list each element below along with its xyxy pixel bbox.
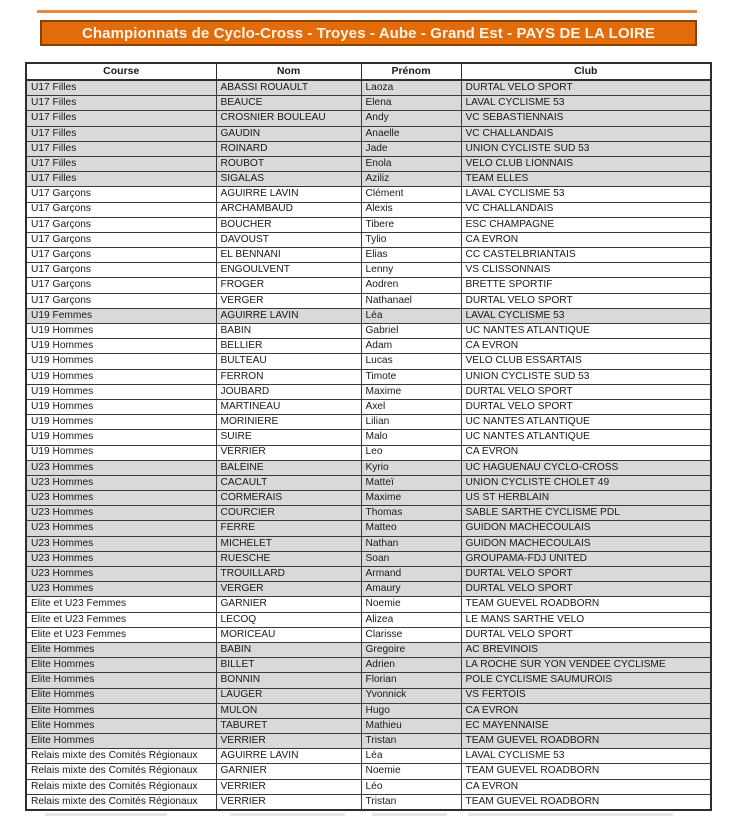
table-row — [26, 627, 711, 642]
cell-nom: ENGOULVENT — [216, 263, 361, 278]
cell-nom: BULTEAU — [216, 354, 361, 369]
cell-prenom: Alizea — [361, 612, 461, 627]
cell-course: U17 Filles — [26, 141, 216, 156]
cell-prenom: Léa — [361, 308, 461, 323]
cell-course: U17 Filles — [26, 156, 216, 171]
cell-prenom: Maxime — [361, 491, 461, 506]
cell-prenom: Armand — [361, 567, 461, 582]
column-header-nom: Nom — [216, 63, 361, 80]
cell-club: LAVAL CYCLISME 53 — [461, 308, 711, 323]
table-row — [26, 232, 711, 247]
cell-course: U19 Hommes — [26, 445, 216, 460]
cell-prenom: Noemie — [361, 597, 461, 612]
cell-club: UNION CYCLISTE CHOLET 49 — [461, 475, 711, 490]
cell-nom: BILLET — [216, 658, 361, 673]
cell-prenom: Gabriel — [361, 324, 461, 339]
cell-nom: LECOQ — [216, 612, 361, 627]
cell-nom: AGUIRRE LAVIN — [216, 308, 361, 323]
cell-club: BRETTE SPORTIF — [461, 278, 711, 293]
cell-course: U19 Hommes — [26, 384, 216, 399]
table-row — [26, 126, 711, 141]
cell-course: Elite Hommes — [26, 642, 216, 657]
cell-course: U17 Garçons — [26, 263, 216, 278]
cell-club: DURTAL VELO SPORT — [461, 582, 711, 597]
table-row — [26, 506, 711, 521]
column-header-course: Course — [26, 63, 216, 80]
cell-nom: FROGER — [216, 278, 361, 293]
cell-prenom: Léo — [361, 779, 461, 794]
table-row — [26, 703, 711, 718]
table-row — [26, 156, 711, 171]
cell-course: U19 Hommes — [26, 339, 216, 354]
cell-club: UC NANTES ATLANTIQUE — [461, 430, 711, 445]
cell-club: LE MANS SARTHE VELO — [461, 612, 711, 627]
header-row — [26, 63, 711, 80]
table-row — [26, 339, 711, 354]
cell-club: TEAM GUEVEL ROADBORN — [461, 734, 711, 749]
cell-nom: DAVOUST — [216, 232, 361, 247]
cell-prenom: Yvonnick — [361, 688, 461, 703]
cell-course: U17 Filles — [26, 172, 216, 187]
cell-club: VC SEBASTIENNAIS — [461, 111, 711, 126]
cell-course: U23 Hommes — [26, 506, 216, 521]
column-header-club: Club — [461, 63, 711, 80]
cell-club: VS FERTOIS — [461, 688, 711, 703]
cell-prenom: Aziliz — [361, 172, 461, 187]
cell-prenom: Gregoire — [361, 642, 461, 657]
cell-club: UNION CYCLISTE SUD 53 — [461, 141, 711, 156]
cell-club: CC CASTELBRIANTAIS — [461, 248, 711, 263]
table-row — [26, 491, 711, 506]
cell-prenom: Adam — [361, 339, 461, 354]
cell-course: U23 Hommes — [26, 582, 216, 597]
cell-prenom: Clarisse — [361, 627, 461, 642]
table-row — [26, 293, 711, 308]
cell-course: Elite Hommes — [26, 658, 216, 673]
cell-course: Elite Hommes — [26, 734, 216, 749]
table-row — [26, 475, 711, 490]
cell-club: UC HAGUENAU CYCLO-CROSS — [461, 460, 711, 475]
cell-course: Elite Hommes — [26, 673, 216, 688]
cell-course: U17 Filles — [26, 111, 216, 126]
cell-course: U23 Hommes — [26, 551, 216, 566]
table-row — [26, 263, 711, 278]
cell-club: VC CHALLANDAIS — [461, 202, 711, 217]
cell-nom: TABURET — [216, 718, 361, 733]
cell-club: VS CLISSONNAIS — [461, 263, 711, 278]
cell-course: Relais mixte des Comités Régionaux — [26, 749, 216, 764]
table-row — [26, 80, 711, 96]
cell-course: U19 Hommes — [26, 399, 216, 414]
cell-prenom: Laoza — [361, 80, 461, 96]
cell-nom: BEAUCE — [216, 96, 361, 111]
cell-course: U19 Hommes — [26, 354, 216, 369]
cell-club: GUIDON MACHECOULAIS — [461, 521, 711, 536]
cell-prenom: Malo — [361, 430, 461, 445]
cell-prenom: Nathan — [361, 536, 461, 551]
cell-prenom: Elias — [361, 248, 461, 263]
artifact-mark — [372, 813, 447, 816]
table-row — [26, 688, 711, 703]
cell-course: U19 Hommes — [26, 415, 216, 430]
table-row — [26, 612, 711, 627]
cell-course: U17 Filles — [26, 126, 216, 141]
cell-course: U23 Hommes — [26, 491, 216, 506]
cell-prenom: Tristan — [361, 734, 461, 749]
table-row — [26, 582, 711, 597]
cell-course: Relais mixte des Comités Régionaux — [26, 794, 216, 810]
cell-course: U17 Garçons — [26, 248, 216, 263]
cell-course: U19 Femmes — [26, 308, 216, 323]
table-row — [26, 141, 711, 156]
table-row — [26, 308, 711, 323]
table-row — [26, 536, 711, 551]
startlist-table — [25, 62, 712, 811]
cell-course: Elite et U23 Femmes — [26, 627, 216, 642]
cell-prenom: Soan — [361, 551, 461, 566]
cell-club: VC CHALLANDAIS — [461, 126, 711, 141]
column-header-prenom: Prénom — [361, 63, 461, 80]
cell-prenom: Mathieu — [361, 718, 461, 733]
cell-nom: MARTINEAU — [216, 399, 361, 414]
cell-club: UC NANTES ATLANTIQUE — [461, 324, 711, 339]
table-row — [26, 445, 711, 460]
table-row — [26, 111, 711, 126]
cell-prenom: Matteo — [361, 521, 461, 536]
cell-prenom: Matteï — [361, 475, 461, 490]
table-row — [26, 779, 711, 794]
table-row — [26, 187, 711, 202]
cell-nom: CORMERAIS — [216, 491, 361, 506]
cell-prenom: Florian — [361, 673, 461, 688]
cell-prenom: Thomas — [361, 506, 461, 521]
cell-nom: FERRON — [216, 369, 361, 384]
cell-course: Relais mixte des Comités Régionaux — [26, 779, 216, 794]
cell-prenom: Jade — [361, 141, 461, 156]
cell-nom: CROSNIER BOULEAU — [216, 111, 361, 126]
table-row — [26, 658, 711, 673]
cell-club: DURTAL VELO SPORT — [461, 293, 711, 308]
table-row — [26, 354, 711, 369]
cell-prenom: Alexis — [361, 202, 461, 217]
cell-club: VELO CLUB ESSARTAIS — [461, 354, 711, 369]
cell-club: CA EVRON — [461, 232, 711, 247]
table-row — [26, 369, 711, 384]
table-row — [26, 749, 711, 764]
cell-prenom: Tibere — [361, 217, 461, 232]
cell-club: ESC CHAMPAGNE — [461, 217, 711, 232]
cell-nom: EL BENNANI — [216, 248, 361, 263]
cell-club: LAVAL CYCLISME 53 — [461, 749, 711, 764]
cell-prenom: Tristan — [361, 794, 461, 810]
cell-club: TEAM GUEVEL ROADBORN — [461, 597, 711, 612]
cell-club: CA EVRON — [461, 703, 711, 718]
cell-nom: MICHELET — [216, 536, 361, 551]
cell-nom: BABIN — [216, 642, 361, 657]
cell-prenom: Lucas — [361, 354, 461, 369]
cell-prenom: Enola — [361, 156, 461, 171]
cell-club: CA EVRON — [461, 445, 711, 460]
cell-course: U19 Hommes — [26, 430, 216, 445]
cell-course: Elite Hommes — [26, 703, 216, 718]
cell-club: DURTAL VELO SPORT — [461, 80, 711, 96]
cell-nom: VERRIER — [216, 734, 361, 749]
cell-course: U17 Filles — [26, 96, 216, 111]
cell-nom: JOUBARD — [216, 384, 361, 399]
cell-nom: COURCIER — [216, 506, 361, 521]
cell-nom: TROUILLARD — [216, 567, 361, 582]
cell-nom: SUIRE — [216, 430, 361, 445]
cell-club: DURTAL VELO SPORT — [461, 399, 711, 414]
cell-prenom: Lilian — [361, 415, 461, 430]
cell-nom: VERRIER — [216, 779, 361, 794]
cell-nom: ABASSI ROUAULT — [216, 80, 361, 96]
cell-nom: ROUBOT — [216, 156, 361, 171]
cell-course: U17 Garçons — [26, 278, 216, 293]
cell-prenom: Leo — [361, 445, 461, 460]
table-row — [26, 764, 711, 779]
cell-course: U23 Hommes — [26, 460, 216, 475]
cell-nom: CACAULT — [216, 475, 361, 490]
table-row — [26, 521, 711, 536]
cell-nom: VERRIER — [216, 445, 361, 460]
table-row — [26, 642, 711, 657]
cell-nom: MULON — [216, 703, 361, 718]
cell-nom: GAUDIN — [216, 126, 361, 141]
table-row — [26, 673, 711, 688]
table-row — [26, 734, 711, 749]
cell-club: DURTAL VELO SPORT — [461, 384, 711, 399]
cell-nom: BOUCHER — [216, 217, 361, 232]
startlist-table-body — [26, 80, 711, 810]
cell-course: Elite et U23 Femmes — [26, 612, 216, 627]
cell-nom: LAUGER — [216, 688, 361, 703]
cell-prenom: Clément — [361, 187, 461, 202]
cell-club: TEAM GUEVEL ROADBORN — [461, 764, 711, 779]
cell-club: EC MAYENNAISE — [461, 718, 711, 733]
cell-nom: AGUIRRE LAVIN — [216, 187, 361, 202]
table-row — [26, 460, 711, 475]
cell-club: SABLE SARTHE CYCLISME PDL — [461, 506, 711, 521]
cell-prenom: Kyrio — [361, 460, 461, 475]
cell-club: US ST HERBLAIN — [461, 491, 711, 506]
cell-nom: BABIN — [216, 324, 361, 339]
cell-nom: MORICEAU — [216, 627, 361, 642]
page-title: Championnats de Cyclo-Cross - Troyes - Aube - Grand Est - PAYS DE LA LOIRE — [81, 24, 656, 42]
cell-prenom: Timote — [361, 369, 461, 384]
cell-prenom: Aodren — [361, 278, 461, 293]
cell-club: GROUPAMA-FDJ UNITED — [461, 551, 711, 566]
cell-nom: SIGALAS — [216, 172, 361, 187]
cell-nom: BALEINE — [216, 460, 361, 475]
cell-prenom: Hugo — [361, 703, 461, 718]
table-row — [26, 384, 711, 399]
cell-club: CA EVRON — [461, 339, 711, 354]
cell-prenom: Adrien — [361, 658, 461, 673]
table-row — [26, 430, 711, 445]
table-row — [26, 217, 711, 232]
cell-course: U19 Hommes — [26, 324, 216, 339]
cell-club: CA EVRON — [461, 779, 711, 794]
cropped-banner-edge — [37, 10, 697, 13]
cell-course: U17 Garçons — [26, 293, 216, 308]
cell-course: Elite Hommes — [26, 718, 216, 733]
cell-prenom: Lenny — [361, 263, 461, 278]
cell-prenom: Anaelle — [361, 126, 461, 141]
cell-course: U17 Garçons — [26, 217, 216, 232]
cell-club: DURTAL VELO SPORT — [461, 567, 711, 582]
cell-nom: GARNIER — [216, 764, 361, 779]
artifact-mark — [468, 813, 673, 816]
cell-course: U19 Hommes — [26, 369, 216, 384]
cell-course: U23 Hommes — [26, 567, 216, 582]
cell-club: POLE CYCLISME SAUMUROIS — [461, 673, 711, 688]
cell-prenom: Amaury — [361, 582, 461, 597]
cell-nom: BELLIER — [216, 339, 361, 354]
cell-club: VELO CLUB LIONNAIS — [461, 156, 711, 171]
cell-club: LAVAL CYCLISME 53 — [461, 187, 711, 202]
cell-nom: VERGER — [216, 582, 361, 597]
cell-club: GUIDON MACHECOULAIS — [461, 536, 711, 551]
cell-nom: VERRIER — [216, 794, 361, 810]
cell-club: LAVAL CYCLISME 53 — [461, 96, 711, 111]
table-row — [26, 415, 711, 430]
cell-nom: FERRE — [216, 521, 361, 536]
table-row — [26, 567, 711, 582]
page-bottom-artifacts — [0, 813, 734, 818]
cell-course: Relais mixte des Comités Régionaux — [26, 764, 216, 779]
cell-nom: BONNIN — [216, 673, 361, 688]
table-row — [26, 794, 711, 810]
table-row — [26, 597, 711, 612]
cell-club: UC NANTES ATLANTIQUE — [461, 415, 711, 430]
cell-prenom: Andy — [361, 111, 461, 126]
cell-nom: GARNIER — [216, 597, 361, 612]
table-row — [26, 324, 711, 339]
cell-club: DURTAL VELO SPORT — [461, 627, 711, 642]
cell-club: TEAM ELLES — [461, 172, 711, 187]
cell-club: AC BREVINOIS — [461, 642, 711, 657]
cell-course: Elite Hommes — [26, 688, 216, 703]
cell-prenom: Axel — [361, 399, 461, 414]
cell-course: U23 Hommes — [26, 475, 216, 490]
cell-course: U23 Hommes — [26, 521, 216, 536]
artifact-mark — [230, 813, 345, 816]
cell-prenom: Léa — [361, 749, 461, 764]
cell-club: UNION CYCLISTE SUD 53 — [461, 369, 711, 384]
cell-course: U17 Garçons — [26, 232, 216, 247]
cell-prenom: Noemie — [361, 764, 461, 779]
cell-nom: RUESCHE — [216, 551, 361, 566]
artifact-mark — [45, 813, 167, 816]
table-row — [26, 96, 711, 111]
cell-prenom: Tylio — [361, 232, 461, 247]
cell-nom: AGUIRRE LAVIN — [216, 749, 361, 764]
cell-course: Elite et U23 Femmes — [26, 597, 216, 612]
cell-nom: ARCHAMBAUD — [216, 202, 361, 217]
cell-prenom: Elena — [361, 96, 461, 111]
table-row — [26, 718, 711, 733]
table-row — [26, 551, 711, 566]
startlist-table-container — [25, 62, 712, 811]
title-banner — [40, 20, 697, 46]
cell-club: LA ROCHE SUR YON VENDEE CYCLISME — [461, 658, 711, 673]
table-row — [26, 248, 711, 263]
table-row — [26, 278, 711, 293]
cell-nom: VERGER — [216, 293, 361, 308]
cell-nom: ROINARD — [216, 141, 361, 156]
table-row — [26, 202, 711, 217]
cell-course: U17 Garçons — [26, 187, 216, 202]
cell-club: TEAM GUEVEL ROADBORN — [461, 794, 711, 810]
cell-course: U17 Garçons — [26, 202, 216, 217]
table-row — [26, 399, 711, 414]
table-row — [26, 172, 711, 187]
cell-prenom: Maxime — [361, 384, 461, 399]
cell-prenom: Nathanael — [361, 293, 461, 308]
cell-course: U17 Filles — [26, 80, 216, 96]
cell-course: U23 Hommes — [26, 536, 216, 551]
cell-nom: MORINIERE — [216, 415, 361, 430]
